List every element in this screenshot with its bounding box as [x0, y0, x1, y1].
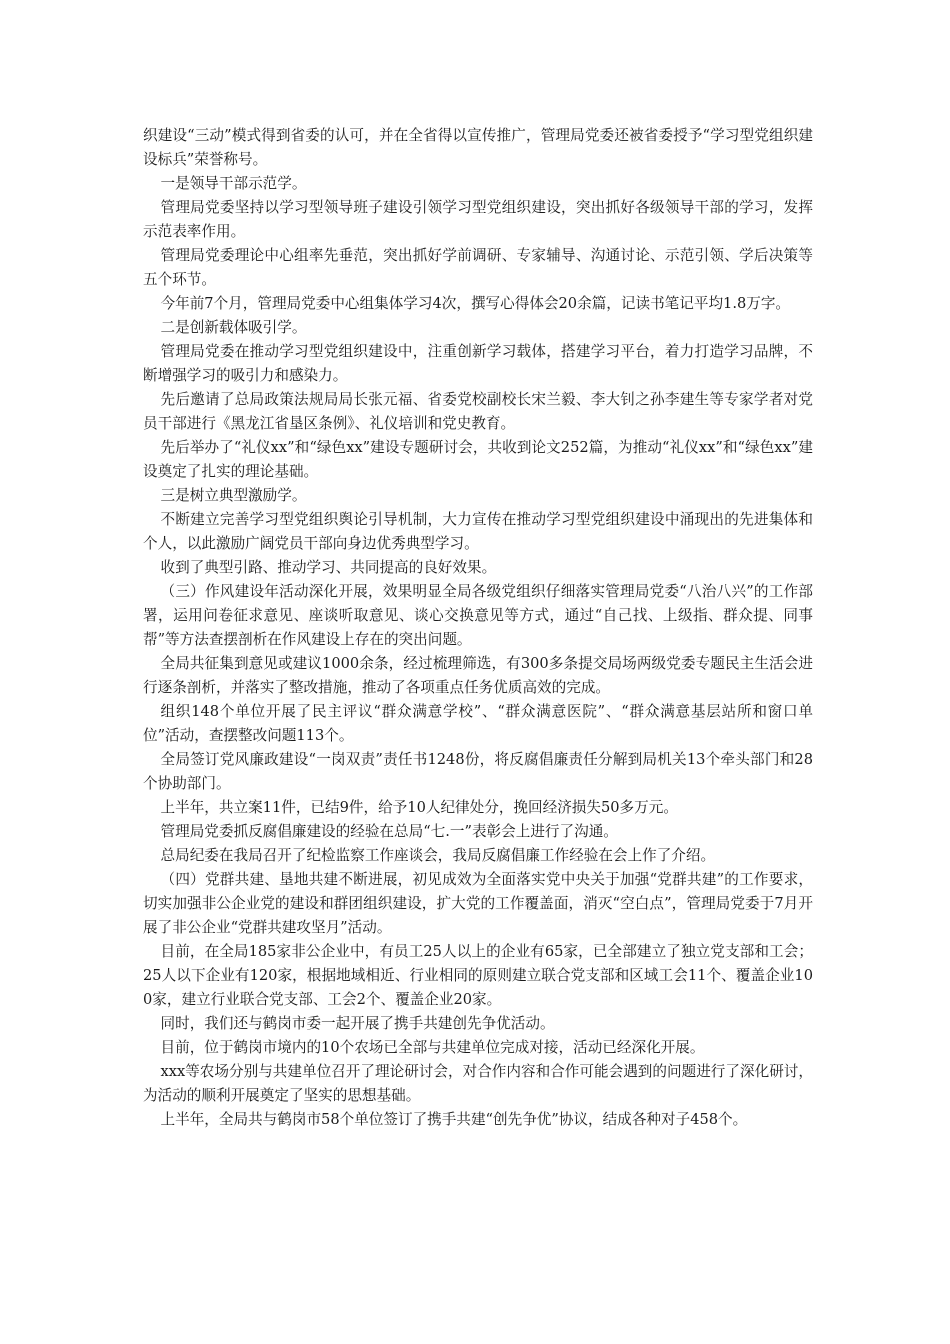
paragraph: 全局签订党风廉政建设“一岗双责”责任书1248份，将反腐倡廉责任分解到局机关13个牵头部门和28个协助部门。 — [143, 751, 813, 792]
paragraph: 全局共征集到意见或建议1000余条，经过梳理筛选，有300多条提交局场两级党委专题民主生活会进行逐条剖析，并落实了整改措施，推动了各项重点任务优质高效的完成。 — [143, 655, 813, 696]
paragraph: 目前，位于鹤岗市境内的10个农场已全部与共建单位完成对接，活动已经深化开展。 — [160, 1039, 705, 1056]
paragraph: 管理局党委抓反腐倡廉建设的经验在总局“七.一”表彰会上进行了沟通。 — [160, 823, 618, 840]
paragraph: 上半年，全局共与鹤岗市58个单位签订了携手共建“创先争优”协议，结成各种对子458个。 — [160, 1111, 748, 1128]
paragraph: 目前，在全局185家非公企业中，有员工25人以上的企业有65家，已全部建立了独立党支部和工会；25人以下企业有120家，根据地域相近、行业相同的原则建立联合党支部和区域工会11个、覆盖企业100家，建立行业联合党支部、工会2个、覆盖企业20家。 — [143, 943, 813, 1008]
paragraph: xxx等农场分别与共建单位召开了理论研讨会，对合作内容和合作可能会遇到的问题进行了深化研讨，为活动的顺利开展奠定了坚实的思想基础。 — [143, 1063, 813, 1104]
paragraph: 管理局党委在推动学习型党组织建设中，注重创新学习载体，搭建学习平台，着力打造学习品牌，不断增强学习的吸引力和感染力。 — [143, 343, 813, 384]
paragraph: 织建设“三动”模式得到省委的认可，并在全省得以宣传推广，管理局党委还被省委授予“学习型党组织建设标兵”荣誉称号。 — [143, 127, 813, 168]
paragraph: 管理局党委坚持以学习型领导班子建设引领学习型党组织建设，突出抓好各级领导干部的学习，发挥示范表率作用。 — [143, 199, 813, 240]
paragraph: （四）党群共建、垦地共建不断进展，初见成效为全面落实党中央关于加强“党群共建”的工作要求，切实加强非公企业党的建设和群团组织建设，扩大党的工作覆盖面，消灭“空白点”，管理局党委于7月开展了非公企业“党群共建攻坚月”活动。 — [143, 871, 813, 936]
paragraph: 先后邀请了总局政策法规局局长张元福、省委党校副校长宋兰毅、李大钊之孙李建生等专家学者对党员干部进行《黑龙江省垦区条例》、礼仪培训和党史教育。 — [143, 391, 813, 432]
paragraph: 管理局党委理论中心组率先垂范，突出抓好学前调研、专家辅导、沟通讨论、示范引领、学后决策等五个环节。 — [143, 247, 813, 288]
paragraph: 上半年，共立案11件，已结9件，给予10人纪律处分，挽回经济损失50多万元。 — [160, 799, 678, 816]
paragraph: 收到了典型引路、推动学习、共同提高的良好效果。 — [160, 559, 497, 576]
paragraph: 总局纪委在我局召开了纪检监察工作座谈会，我局反腐倡廉工作经验在会上作了介绍。 — [160, 847, 716, 864]
paragraph: 先后举办了“礼仪xx”和“绿色xx”建设专题研讨会，共收到论文252篇，为推动“礼仪xx”和“绿色xx”建设奠定了扎实的理论基础。 — [143, 439, 813, 480]
paragraph: 组织148个单位开展了民主评议“群众满意学校”、“群众满意医院”、“群众满意基层站所和窗口单位”活动，查摆整改问题113个。 — [143, 703, 813, 744]
paragraph: 三是树立典型激励学。 — [160, 487, 307, 504]
paragraph: 不断建立完善学习型党组织舆论引导机制，大力宣传在推动学习型党组织建设中涌现出的先进集体和个人，以此激励广阔党员干部向身边优秀典型学习。 — [143, 511, 813, 552]
document-body — [143, 124, 813, 1132]
paragraph: 一是领导干部示范学。 — [160, 175, 307, 192]
paragraph: 二是创新载体吸引学。 — [160, 319, 307, 336]
paragraph: （三）作风建设年活动深化开展，效果明显全局各级党组织仔细落实管理局党委“八治八兴”的工作部署，运用问卷征求意见、座谈听取意见、谈心交换意见等方式，通过“自己找、上级指、群众提、同事帮”等方法查摆剖析在作风建设上存在的突出问题。 — [143, 583, 813, 648]
paragraph: 同时，我们还与鹤岗市委一起开展了携手共建创先争优活动。 — [160, 1015, 555, 1032]
paragraph: 今年前7个月，管理局党委中心组集体学习4次，撰写心得体会20余篇，记读书笔记平均1.8万字。 — [160, 295, 791, 312]
